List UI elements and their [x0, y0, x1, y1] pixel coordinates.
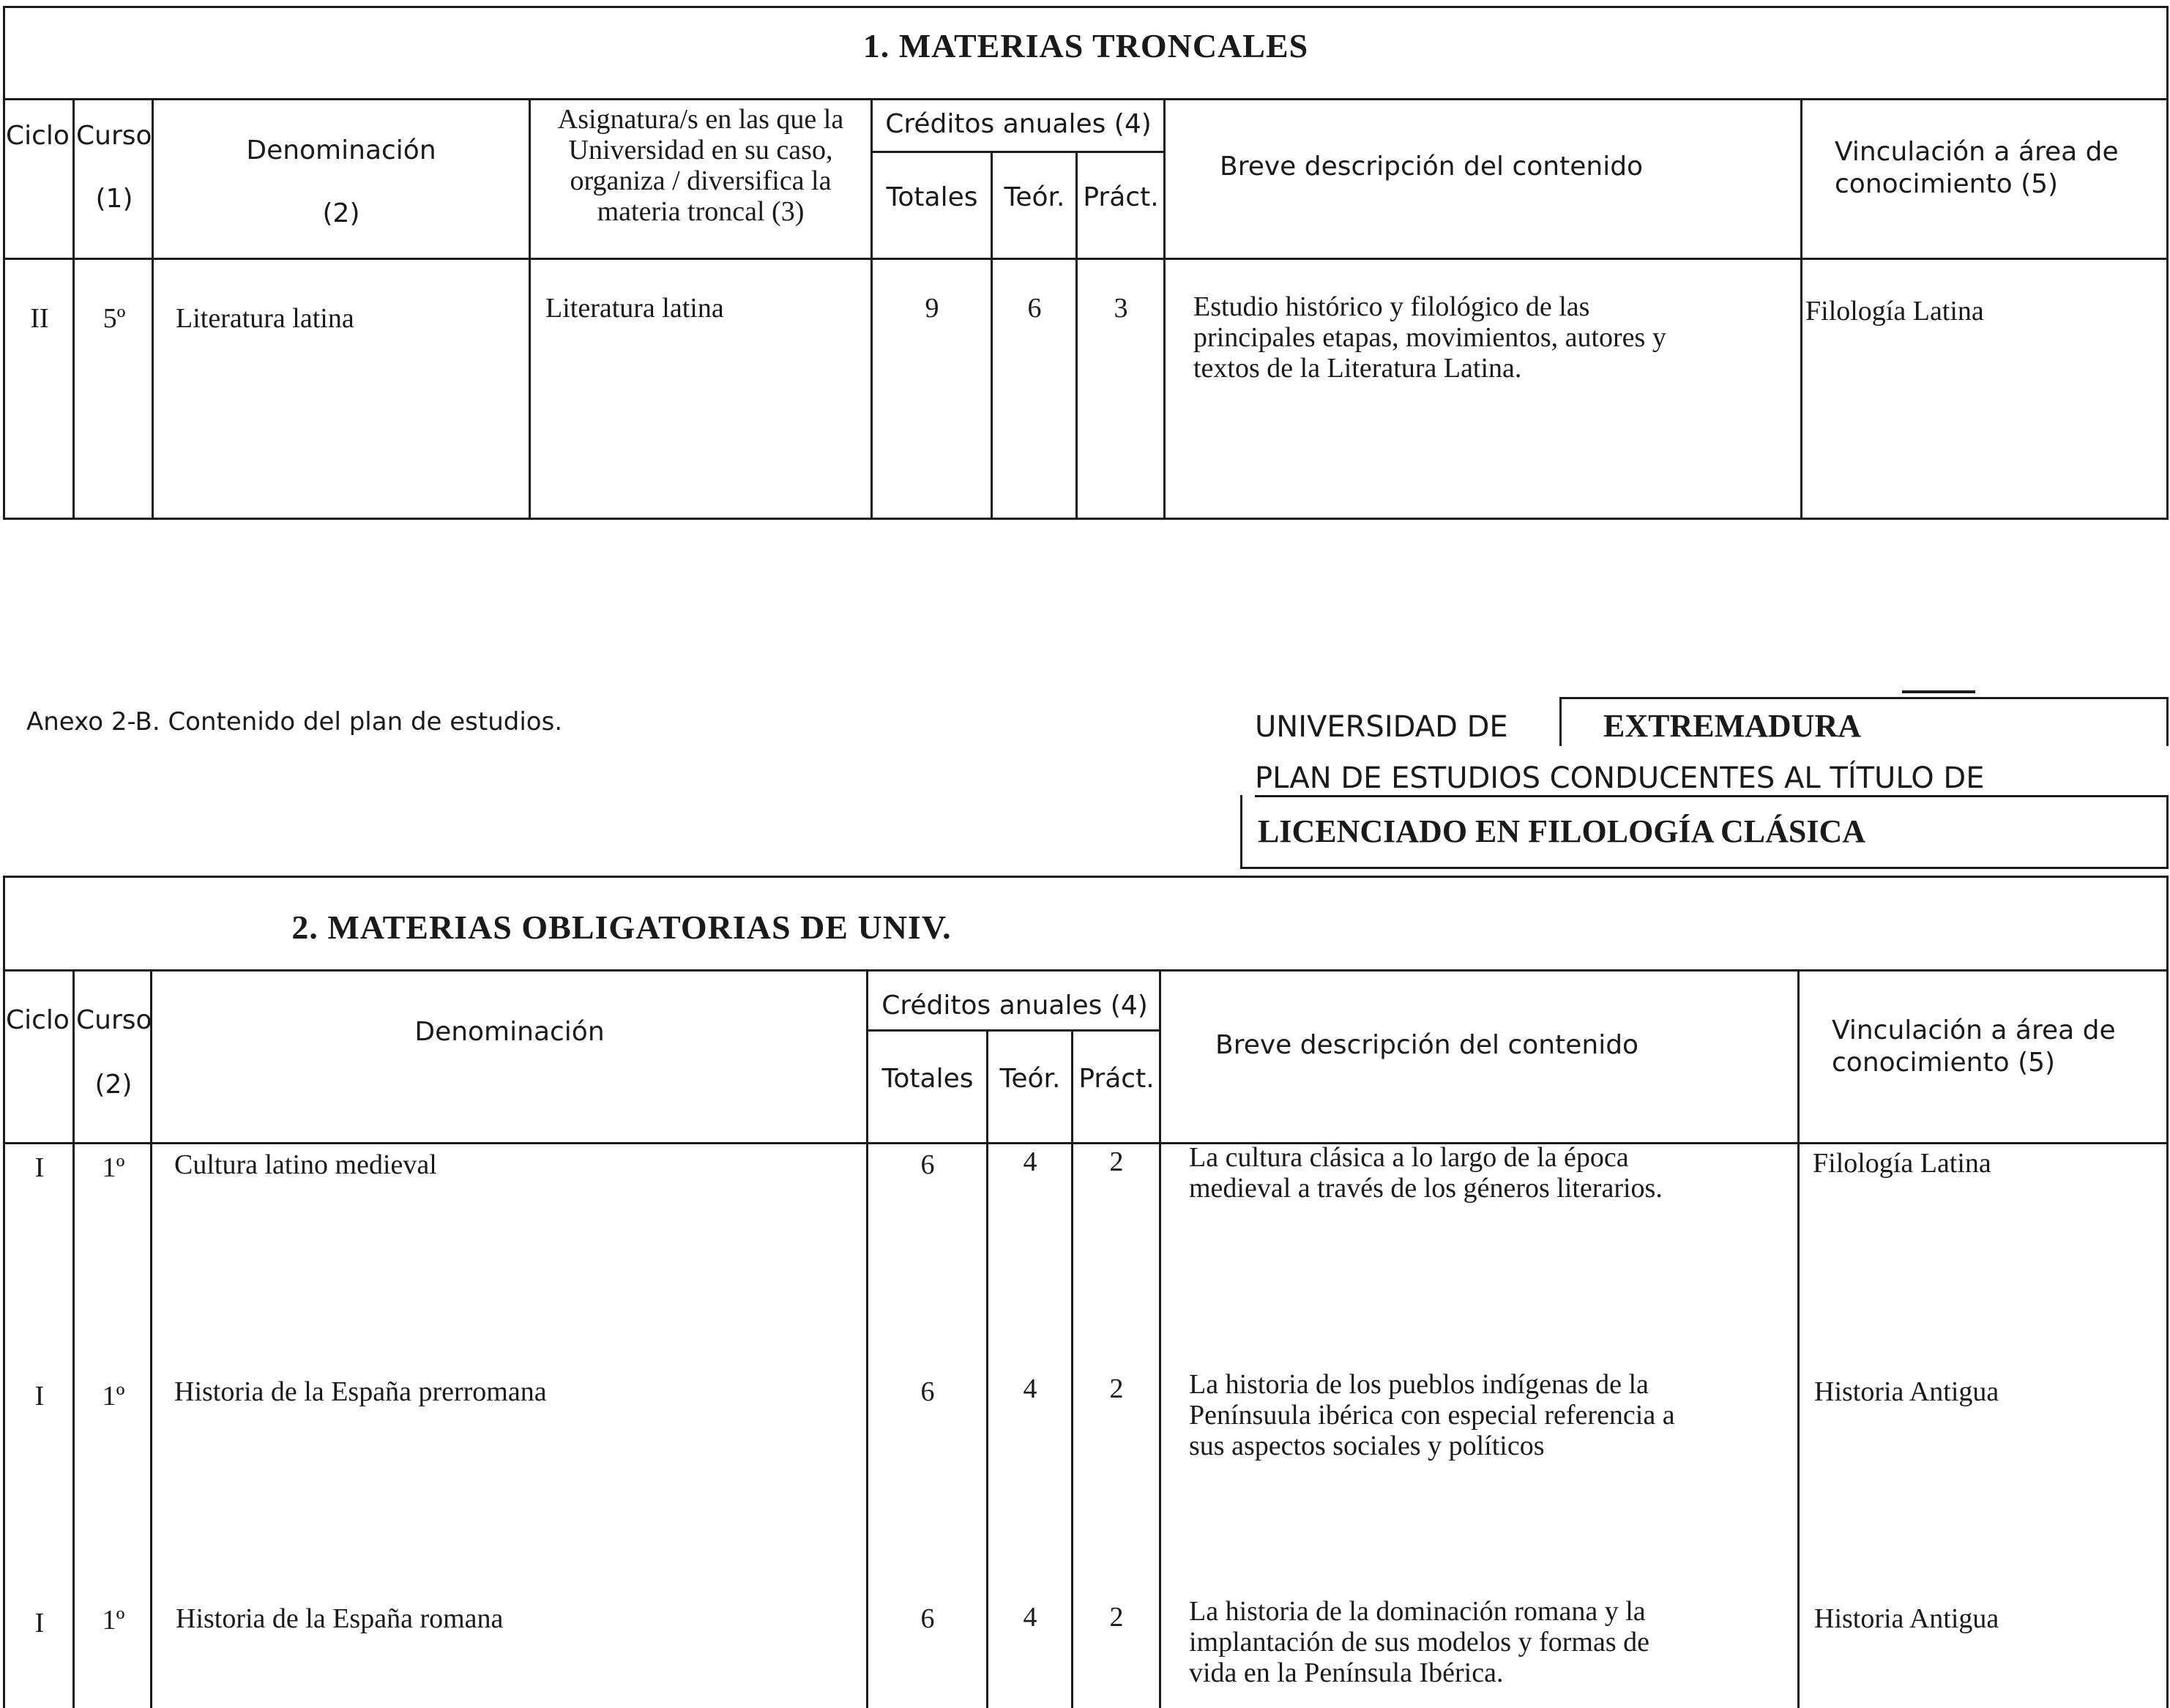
- table2-top-border: [3, 876, 2169, 878]
- header-denominacion-note: (2): [322, 198, 360, 228]
- header-descripcion: Breve descripción del contenido: [1215, 1030, 1639, 1060]
- table1-left-border: [3, 6, 5, 520]
- header-asignatura-line: organiza / diversifica la: [570, 165, 832, 196]
- table2-header-divider: [3, 1142, 2169, 1144]
- table2-left-border: [3, 876, 5, 1708]
- plan-label: PLAN DE ESTUDIOS CONDUCENTES AL TÍTULO DE: [1255, 761, 1985, 795]
- cell-area: Filología Latina: [1813, 1148, 1991, 1179]
- cell-ciclo: I: [34, 1381, 45, 1411]
- header-vinculacion-line: Vinculación a área de: [1832, 1015, 2116, 1045]
- cell-totales: 6: [920, 1149, 935, 1180]
- table1-top-border: [3, 6, 2169, 8]
- header-vinculacion-line: Vinculación a área de: [1835, 137, 2119, 167]
- universidad-label: UNIVERSIDAD DE: [1255, 710, 1508, 744]
- cell-curso: 1º: [102, 1605, 125, 1636]
- table2-title: 2. MATERIAS OBLIGATORIAS DE UNIV.: [291, 909, 952, 946]
- cell-ciclo: I: [34, 1152, 45, 1183]
- table1-header-divider: [3, 258, 2169, 260]
- cell-descripcion-line: Estudio histórico y filológico de las: [1193, 291, 1590, 322]
- cell-descripcion: [1193, 291, 1666, 384]
- table1-title: 1. MATERIAS TRONCALES: [862, 27, 1309, 64]
- universidad-value: EXTREMADURA: [1603, 708, 1861, 744]
- scan-mark: [1902, 690, 1975, 693]
- cell-pract: 3: [1114, 293, 1128, 324]
- header-creditos: Créditos anuales (4): [885, 109, 1152, 139]
- table2-right-border: [2166, 876, 2169, 1708]
- table1-col-divider: [1800, 98, 1802, 520]
- cell-descripcion: [1189, 1369, 1675, 1461]
- cell-asignatura: Literatura latina: [545, 293, 724, 324]
- header-curso: Curso: [76, 121, 152, 151]
- cell-descripcion-line: textos de la Literatura Latina.: [1193, 353, 1522, 384]
- cell-denominacion: Historia de la España prerromana: [174, 1376, 547, 1407]
- cell-pract: 2: [1109, 1373, 1124, 1404]
- header-ciclo: Ciclo: [6, 121, 70, 151]
- header-denominacion: Denominación: [246, 135, 436, 165]
- cell-teor: 4: [1023, 1373, 1037, 1404]
- cell-ciclo: I: [34, 1608, 45, 1638]
- cell-descripcion-line: La historia de los pueblos indígenas de la: [1189, 1369, 1649, 1400]
- header-curso-note: (2): [94, 1070, 133, 1100]
- cell-curso: 1º: [102, 1381, 125, 1411]
- header-vinculacion-line: conocimiento (5): [1832, 1048, 2056, 1078]
- anexo-label: Anexo 2-B. Contenido del plan de estudios.: [26, 707, 563, 736]
- cell-descripcion-line: La historia de la dominación romana y la: [1189, 1596, 1646, 1627]
- cell-descripcion-line: implantación de sus modelos y formas de: [1189, 1627, 1649, 1657]
- header-asignatura-line: Universidad en su caso,: [568, 135, 833, 165]
- header-asignatura-line: Asignatura/s en las que la: [557, 104, 844, 135]
- cell-curso: 5º: [102, 303, 126, 334]
- header-teor: Teór.: [999, 1064, 1061, 1094]
- table1-creditos-divider: [873, 151, 1164, 153]
- table1-right-border: [2166, 6, 2169, 520]
- cell-pract: 2: [1109, 1146, 1124, 1177]
- cell-area: Filología Latina: [1805, 296, 1984, 327]
- header-pract: Práct.: [1083, 182, 1159, 212]
- table1-bottom-border: [3, 518, 2169, 520]
- table2-col-divider: [72, 969, 75, 1708]
- cell-teor: 6: [1027, 293, 1042, 324]
- cell-area: Historia Antigua: [1814, 1376, 1999, 1407]
- header-pract: Práct.: [1078, 1064, 1155, 1094]
- cell-area: Historia Antigua: [1814, 1603, 1999, 1634]
- cell-descripcion-line: Penínsuula ibérica con especial referencia a: [1189, 1400, 1675, 1431]
- header-ciclo: Ciclo: [6, 1005, 70, 1035]
- header-totales: Totales: [886, 182, 978, 212]
- header-teor: Teór.: [1004, 182, 1065, 212]
- header-vinculacion: [1832, 1015, 2116, 1079]
- header-denominacion: Denominación: [414, 1017, 605, 1047]
- cell-totales: 6: [920, 1603, 935, 1634]
- header-vinculacion-line: conocimiento (5): [1835, 169, 2059, 199]
- header-curso-note: (1): [95, 184, 133, 214]
- header-descripcion: Breve descripción del contenido: [1220, 152, 1644, 182]
- cell-totales: 6: [920, 1376, 935, 1407]
- table1-title-divider: [3, 98, 2169, 100]
- cell-denominacion: Cultura latino medieval: [174, 1149, 437, 1180]
- header-totales: Totales: [881, 1064, 974, 1094]
- cell-pract: 2: [1109, 1602, 1124, 1633]
- cell-teor: 4: [1023, 1602, 1037, 1633]
- cell-curso: 1º: [102, 1152, 125, 1183]
- cell-teor: 4: [1023, 1146, 1037, 1177]
- table2-col-divider: [1797, 969, 1800, 1708]
- cell-denominacion: Historia de la España romana: [176, 1603, 504, 1634]
- cell-descripcion-line: principales etapas, movimientos, autores y: [1193, 322, 1666, 353]
- table2-creditos-divider: [868, 1029, 1161, 1032]
- table2-title-divider: [3, 969, 2169, 972]
- cell-descripcion: [1189, 1142, 1663, 1204]
- header-asignatura-line: materia troncal (3): [597, 196, 805, 227]
- header-creditos: Créditos anuales (4): [881, 991, 1148, 1021]
- cell-totales: 9: [925, 293, 939, 324]
- cell-descripcion-line: sus aspectos sociales y políticos: [1189, 1431, 1545, 1461]
- header-vinculacion: [1835, 136, 2119, 201]
- titulo-value: LICENCIADO EN FILOLOGÍA CLÁSICA: [1258, 813, 1866, 849]
- cell-denominacion: Literatura latina: [176, 303, 354, 334]
- cell-descripcion-line: La cultura clásica a lo largo de la época: [1189, 1142, 1629, 1173]
- cell-descripcion-line: medieval a través de los géneros literarios.: [1189, 1173, 1663, 1204]
- cell-ciclo: II: [30, 303, 49, 334]
- cell-descripcion: [1189, 1596, 1649, 1688]
- header-curso: Curso: [76, 1005, 152, 1035]
- cell-descripcion-line: vida en la Península Ibérica.: [1189, 1657, 1504, 1688]
- header-asignatura: [531, 104, 870, 227]
